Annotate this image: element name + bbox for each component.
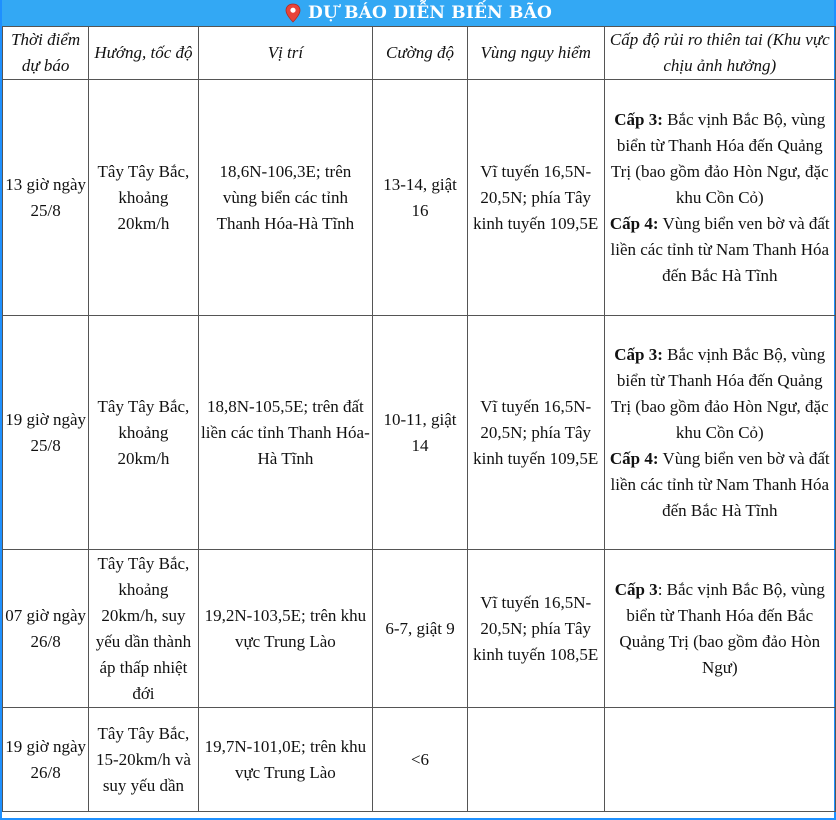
risk-area-text: Bắc vịnh Bắc Bộ, vùng biển từ Thanh Hóa đến Quảng Trị (bao gồm đảo Hòn Ngư, đặc khu Cồn Cỏ) [610,344,829,442]
position-cell: 19,7N-101,0E; trên khu vực Trung Lào [198,708,373,812]
column-header-risk-level: Cấp độ rủi ro thiên tai (Khu vực chịu ảnh hưởng) [604,27,835,80]
danger-zone-cell: Vĩ tuyến 16,5N-20,5N; phía Tây kinh tuyến 109,5E [467,80,604,316]
risk-entry [607,577,833,681]
time-cell: 07 giờ ngày 26/8 [3,550,89,708]
table-row [3,708,836,812]
direction-cell: Tây Tây Bắc, khoảng 20km/h [89,316,198,550]
banner-title: DỰ BÁO DIỄN BIẾN BÃO [308,3,552,23]
table-row [3,550,836,708]
danger-zone-cell: Vĩ tuyến 16,5N-20,5N; phía Tây kinh tuyến 108,5E [467,550,604,708]
risk-cell [604,316,835,550]
intensity-cell: <6 [373,708,468,812]
intensity-cell: 10-11, giật 14 [373,316,468,550]
risk-level-label: Cấp 3: [614,344,663,364]
column-header-direction: Hướng, tốc độ [89,27,198,80]
direction-cell: Tây Tây Bắc, khoảng 20km/h [89,80,198,316]
column-header-intensity: Cường độ [373,27,468,80]
intensity-cell: 13-14, giật 16 [373,80,468,316]
position-cell: 19,2N-103,5E; trên khu vực Trung Lào [198,550,373,708]
column-header-danger-zone: Vùng nguy hiểm [467,27,604,80]
position-cell: 18,8N-105,5E; trên đất liền các tỉnh Thanh Hóa-Hà Tĩnh [198,316,373,550]
forecast-table [2,26,836,812]
time-cell: 19 giờ ngày 25/8 [3,316,89,550]
column-header-time: Thời điểm dự báo [3,27,89,80]
column-header-position: Vị trí [198,27,373,80]
risk-area-text: Bắc vịnh Bắc Bộ, vùng biển từ Thanh Hóa đến Quảng Trị (bao gồm đảo Hòn Ngư, đặc khu Cồn Cỏ) [610,109,829,207]
risk-area-text: Vùng biển ven bờ và đất liền các tỉnh từ Nam Thanh Hóa đến Bắc Hà Tĩnh [610,448,830,520]
risk-level-label: Cấp 4: [609,213,659,233]
risk-cell [604,550,835,708]
risk-cell [604,80,835,316]
risk-area-text: Vùng biển ven bờ và đất liền các tỉnh từ Nam Thanh Hóa đến Bắc Hà Tĩnh [610,213,830,285]
risk-level-label: Cấp 4: [609,448,659,468]
danger-zone-cell [467,708,604,812]
table-header-row [3,27,836,80]
danger-zone-cell: Vĩ tuyến 16,5N-20,5N; phía Tây kinh tuyến 109,5E [467,316,604,550]
risk-entry [607,342,833,446]
risk-cell [604,708,835,812]
time-cell: 19 giờ ngày 26/8 [3,708,89,812]
risk-entry [607,211,833,289]
risk-level-label: Cấp 3 [614,579,658,599]
risk-entry [607,107,833,211]
risk-entry [607,446,833,524]
direction-cell: Tây Tây Bắc, khoảng 20km/h, suy yếu dần thành áp thấp nhiệt đới [89,550,198,708]
time-cell: 13 giờ ngày 25/8 [3,80,89,316]
map-pin-icon [284,3,302,23]
direction-cell: Tây Tây Bắc, 15-20km/h và suy yếu dần [89,708,198,812]
risk-level-label: Cấp 3: [614,109,663,129]
position-cell: 18,6N-106,3E; trên vùng biển các tỉnh Thanh Hóa-Hà Tĩnh [198,80,373,316]
table-row [3,316,836,550]
intensity-cell: 6-7, giật 9 [373,550,468,708]
risk-area-text: : Bắc vịnh Bắc Bộ, vùng biển từ Thanh Hóa đến Bắc Quảng Trị (bao gồm đảo Hòn Ngư) [619,579,825,677]
banner [2,0,834,26]
table-row [3,80,836,316]
